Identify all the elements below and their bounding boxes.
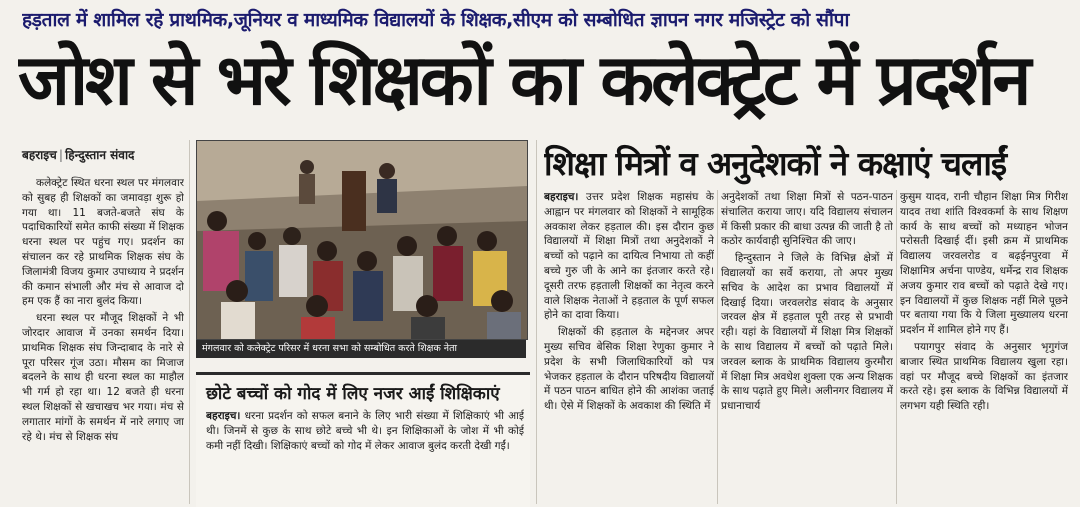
paragraph: कलेक्ट्रेट स्थित धरना स्थल पर मंगलवार को सुबह ही शिक्षकों का जमावड़ा शुरू हो गया था। 11 बजते-बजते संघ के पदाधिकारियों समेत काफी संख्या में शिक्षक धरना स्थल पर पहुंच गए। प्रदर्शन का संचालन कर रहे प्राथमिक शिक्षक संघ के जिलामंत्री विजय कुमार उपाध्याय ने प्रदर्शन की कमान संभाली और मंच से आवाज दो हम एक हैं का नारा बुलंद किया। [22, 177, 184, 308]
byline-place: बहराइच [22, 148, 57, 162]
column-divider [896, 190, 897, 504]
sidebar-story-title: छोटे बच्चों को गोद में लिए नजर आईं शिक्षिकाएं [206, 384, 500, 404]
dateline: बहराइच। [544, 191, 579, 203]
byline: बहराइच | हिन्दुस्तान संवाद [22, 148, 135, 162]
news-photo [196, 140, 528, 340]
column-divider [536, 140, 537, 504]
column-left [22, 176, 184, 504]
paragraph: धरना स्थल पर मौजूद शिक्षकों ने भी जोरदार आवाज में उनका समर्थन दिया। प्राथमिक शिक्षक संघ जिन्दाबाद के नारे से पूरा परिसर गूंज उठा। मौसम का मिजाज बदलने के साथ ही धरना स्थल का माहौल भी गर्म हो रहा था। 12 बजते ही धरना स्थल शिक्षकों से खचाखच भर गया। मंच से लगातार मांगों के समर्थन में नारे लगाए जा रहे थे। मंच से शिक्षक संघ [22, 312, 184, 443]
byline-source: हिन्दुस्तान संवाद [65, 148, 135, 162]
sidebar-story-body [206, 409, 524, 505]
column-a [544, 190, 714, 504]
paragraph: अनुदेशकों तथा शिक्षा मित्रों से पठन-पाठन संचालित कराया जाए। यदि विद्यालय संचालन में किसी प्रकार की बाधा उत्पन्न की जाती है तो कठोर कार्यवाही सुनिश्चित की जाए। [721, 191, 893, 248]
column-b [721, 190, 893, 504]
dateline: बहराइच। [206, 410, 241, 422]
kicker-headline: हड़ताल में शामिल रहे प्राथमिक,जूनियर व माध्यमिक विद्यालयों के शिक्षक,सीएम को सम्बोधित ज्ञापन नगर मजिस्ट्रेट को सौंपा [22, 9, 850, 31]
sub-headline: शिक्षा मित्रों व अनुदेशकों ने कक्षाएं चलाईं [544, 144, 1007, 183]
paragraph: धरना प्रदर्शन को सफल बनाने के लिए भारी संख्या में शिक्षिकाएं भी आई थी। जिनमें से कुछ के साथ छोटे बच्चे भी थे। इन शिक्षिकाओं के जोश में भी कोई कमी नहीं दिखी। शिक्षिकाएं बच्चों को गोद में लेकर आवाज बुलंद करती देखी गईं। [206, 410, 524, 452]
column-c [900, 190, 1068, 504]
paragraph: बहराइच। उत्तर प्रदेश शिक्षक महासंघ के आह्वान पर मंगलवार को शिक्षकों ने सामूहिक अवकाश लेकर हड़ताल की। इस दौरान कुछ विद्यालयों में शिक्षा मित्रों तथा अनुदेशकों ने बच्चों को पढ़ाने का दायित्व निभाया तो कहीं बच्चे गुरु जी के आने का इंतजार करते रहे। दूसरी तरफ हड़ताली शिक्षकों का नेतृत्व करने वाले शिक्षक नेताओं ने हड़ताल के पूर्ण सफल होने का दावा किया। [544, 191, 714, 322]
paragraph: शिक्षकों की हड़ताल के मद्देनजर अपर मुख्य सचिव बेसिक शिक्षा रेणुका कुमार ने प्रदेश के सभी जिलाधिकारियों को पत्र भेजकर हड़ताल के दौरान परिषदीय विद्यालयों में पठन पाठन बाधित होने की आशंका जताई थी। ऐसे में शिक्षकों के अवकाश की स्थिति में [544, 326, 714, 413]
main-headline: जोश से भरे शिक्षकों का कलेक्ट्रेट में प्रदर्शन [18, 39, 1029, 121]
column-divider [189, 140, 190, 504]
column-divider [717, 190, 718, 504]
paragraph: हिन्दुस्तान ने जिले के विभिन्न क्षेत्रों में विद्यालयों का सर्वे कराया, तो अपर मुख्य सचिव के आदेश का प्रभाव विद्यालयों में दिखाई दिया। जरवलरोड संवाद के अनुसार जरवल क्षेत्र में हड़ताल पूरी तरह से प्रभावी रही। यहां के विद्यालयों में शिक्षा मित्र शिक्षकों के साथ विद्यालय में बच्चों को पढ़ाते मिले। जरवल ब्लाक के प्राथमिक विद्यालय कुरमौरा में शिक्षा मित्र अवधेश शुक्ला एक अन्य शिक्षक के साथ पढ़ाते हुए मिले। अलीनगर विद्यालय में प्रधानाचार्य [721, 252, 893, 413]
paragraph: पयागपुर संवाद के अनुसार भृगुगंज बाजार स्थित प्राथमिक विद्यालय खुला रहा। वहां पर मौजूद बच्चे शिक्षकों का इंतजार करते रहे। इस ब्लाक के विभिन्न विद्यालयों में लगभग यही स्थिति रही। [900, 340, 1068, 413]
photo-caption: मंगलवार को कलेक्ट्रेट परिसर में धरना सभा को सम्बोधित करते शिक्षक नेता [196, 340, 526, 358]
paragraph: कुसुम यादव, रानी चौहान शिक्षा मित्र गिरीश यादव तथा शांति विश्वकर्मा के साथ शिक्षण कार्य के साथ बच्चों को मध्याहन भोजन परोसती दिखाई दीं। इसी क्रम में प्राथमिक विद्यालय जरवलरोड व बढ़ईनपुरवा में शिक्षामित्र अर्चना पाण्डेय, धर्मेन्द्र राव शिक्षक अजय कुमार राव बच्चों को पढ़ाते देखे गए। इन विद्यालयों में कुछ शिक्षक नहीं मिले पूछने पर बताया गया कि ये जिला मुख्यालय धरना प्रदर्शन में शामिल होने गए हैं। [900, 191, 1068, 337]
sidebar-story [196, 372, 530, 507]
